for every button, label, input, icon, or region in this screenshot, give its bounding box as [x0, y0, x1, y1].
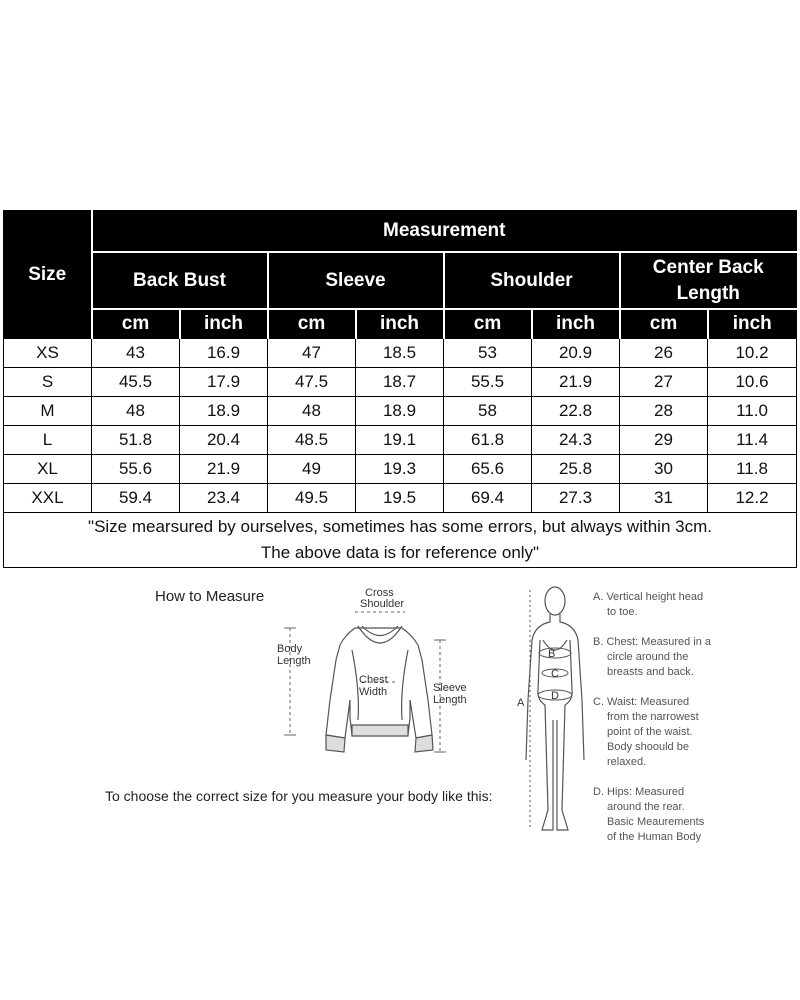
- legend-c-line-3: point of the waist.: [607, 726, 693, 738]
- value-cell: 18.7: [356, 368, 444, 397]
- value-cell: 20.4: [180, 426, 268, 455]
- size-note-line-1: "Size mearsured by ourselves, sometimes has some errors, but always within 3cm.: [88, 517, 712, 536]
- value-cell: 12.2: [708, 484, 797, 513]
- size-cell: XL: [4, 455, 92, 484]
- size-note-line-2: The above data is for reference only": [260, 543, 540, 562]
- legend-d-line-2: around the rear.: [607, 801, 685, 813]
- legend-a: [593, 590, 743, 620]
- value-cell: 23.4: [180, 484, 268, 513]
- value-cell: 49.5: [268, 484, 356, 513]
- cross-shoulder-label-1: Cross: [365, 587, 394, 599]
- value-cell: 10.6: [708, 368, 797, 397]
- value-cell: 61.8: [444, 426, 532, 455]
- value-cell: 10.2: [708, 339, 797, 368]
- sleeve-length-label-1: Sleeve: [433, 682, 467, 694]
- value-cell: 51.8: [92, 426, 180, 455]
- value-cell: 19.3: [356, 455, 444, 484]
- legend-c-line-2: from the narrowest: [607, 711, 699, 723]
- sleeve-length-label-2: Length: [433, 694, 467, 706]
- unit-header-7: inch: [708, 309, 797, 339]
- value-cell: 26: [620, 339, 708, 368]
- cross-shoulder-label-2: Shoulder: [360, 598, 405, 610]
- size-cell: XXL: [4, 484, 92, 513]
- value-cell: 11.0: [708, 397, 797, 426]
- legend-b-line-2: circle around the: [607, 651, 689, 663]
- unit-header-0: cm: [92, 309, 180, 339]
- legend-b-line-1: B. Chest: Measured in a: [593, 636, 712, 648]
- unit-header-4: cm: [444, 309, 532, 339]
- measurement-header: Measurement: [92, 211, 797, 253]
- value-cell: 19.1: [356, 426, 444, 455]
- legend-c-line-4: Body shoould be: [607, 741, 689, 753]
- group-header-2: Shoulder: [444, 252, 620, 309]
- size-cell: M: [4, 397, 92, 426]
- value-cell: 11.4: [708, 426, 797, 455]
- legend-d-line-3: Basic Meaurements: [607, 816, 705, 828]
- value-cell: 27: [620, 368, 708, 397]
- value-cell: 20.9: [532, 339, 620, 368]
- how-to-measure-title: How to Measure: [155, 588, 265, 605]
- body-measure-lines: [530, 590, 572, 830]
- size-cell: XS: [4, 339, 92, 368]
- value-cell: 43: [92, 339, 180, 368]
- value-cell: 22.8: [532, 397, 620, 426]
- value-cell: 27.3: [532, 484, 620, 513]
- value-cell: 53: [444, 339, 532, 368]
- body-figure: [526, 587, 584, 830]
- chest-width-label-1: Chest: [359, 674, 388, 686]
- chest-width-label-2: Width: [359, 686, 388, 698]
- body-letter-a: A: [517, 697, 525, 709]
- value-cell: 48: [268, 397, 356, 426]
- size-cell: L: [4, 426, 92, 455]
- value-cell: 19.5: [356, 484, 444, 513]
- unit-header-1: inch: [180, 309, 268, 339]
- legend-d-line-4: of the Human Body: [607, 831, 702, 843]
- group-header-0: Back Bust: [92, 252, 268, 309]
- body-letter-d: D: [551, 690, 559, 702]
- value-cell: 45.5: [92, 368, 180, 397]
- value-cell: 59.4: [92, 484, 180, 513]
- unit-header-5: inch: [532, 309, 620, 339]
- unit-header-3: inch: [356, 309, 444, 339]
- legend-c: [593, 695, 743, 770]
- legend-b-line-3: breasts and back.: [607, 666, 694, 678]
- legend-b: [593, 635, 743, 680]
- value-cell: 16.9: [180, 339, 268, 368]
- group-header-1: Sleeve: [268, 252, 444, 309]
- value-cell: 21.9: [180, 455, 268, 484]
- value-cell: 65.6: [444, 455, 532, 484]
- value-cell: 18.5: [356, 339, 444, 368]
- value-cell: 58: [444, 397, 532, 426]
- group-header-3: Center Back Length: [620, 252, 797, 309]
- choose-size-instruction: To choose the correct size for you measure your body like this:: [105, 788, 493, 804]
- unit-header-6: cm: [620, 309, 708, 339]
- value-cell: 21.9: [532, 368, 620, 397]
- legend-a-line-1: A. Vertical height head: [593, 591, 704, 603]
- legend-d: [593, 785, 743, 845]
- size-header: Size: [4, 211, 92, 339]
- legend-c-line-1: C. Waist: Measured: [593, 696, 690, 708]
- value-cell: 28: [620, 397, 708, 426]
- legend-a-line-2: to toe.: [607, 606, 638, 618]
- value-cell: 55.6: [92, 455, 180, 484]
- value-cell: 29: [620, 426, 708, 455]
- unit-header-2: cm: [268, 309, 356, 339]
- body-letter-b: B: [548, 648, 556, 660]
- size-cell: S: [4, 368, 92, 397]
- value-cell: 47.5: [268, 368, 356, 397]
- value-cell: 31: [620, 484, 708, 513]
- value-cell: 30: [620, 455, 708, 484]
- value-cell: 17.9: [180, 368, 268, 397]
- value-cell: 18.9: [180, 397, 268, 426]
- value-cell: 48.5: [268, 426, 356, 455]
- body-length-label-2: Length: [277, 655, 311, 667]
- value-cell: 69.4: [444, 484, 532, 513]
- value-cell: 47: [268, 339, 356, 368]
- value-cell: 25.8: [532, 455, 620, 484]
- value-cell: 49: [268, 455, 356, 484]
- value-cell: 18.9: [356, 397, 444, 426]
- value-cell: 55.5: [444, 368, 532, 397]
- legend-d-line-1: D. Hips: Measured: [593, 786, 685, 798]
- value-cell: 11.8: [708, 455, 797, 484]
- body-length-label-1: Body: [277, 643, 303, 655]
- body-letter-c: C: [551, 668, 559, 680]
- value-cell: 24.3: [532, 426, 620, 455]
- legend-c-line-5: relaxed.: [607, 756, 647, 768]
- value-cell: 48: [92, 397, 180, 426]
